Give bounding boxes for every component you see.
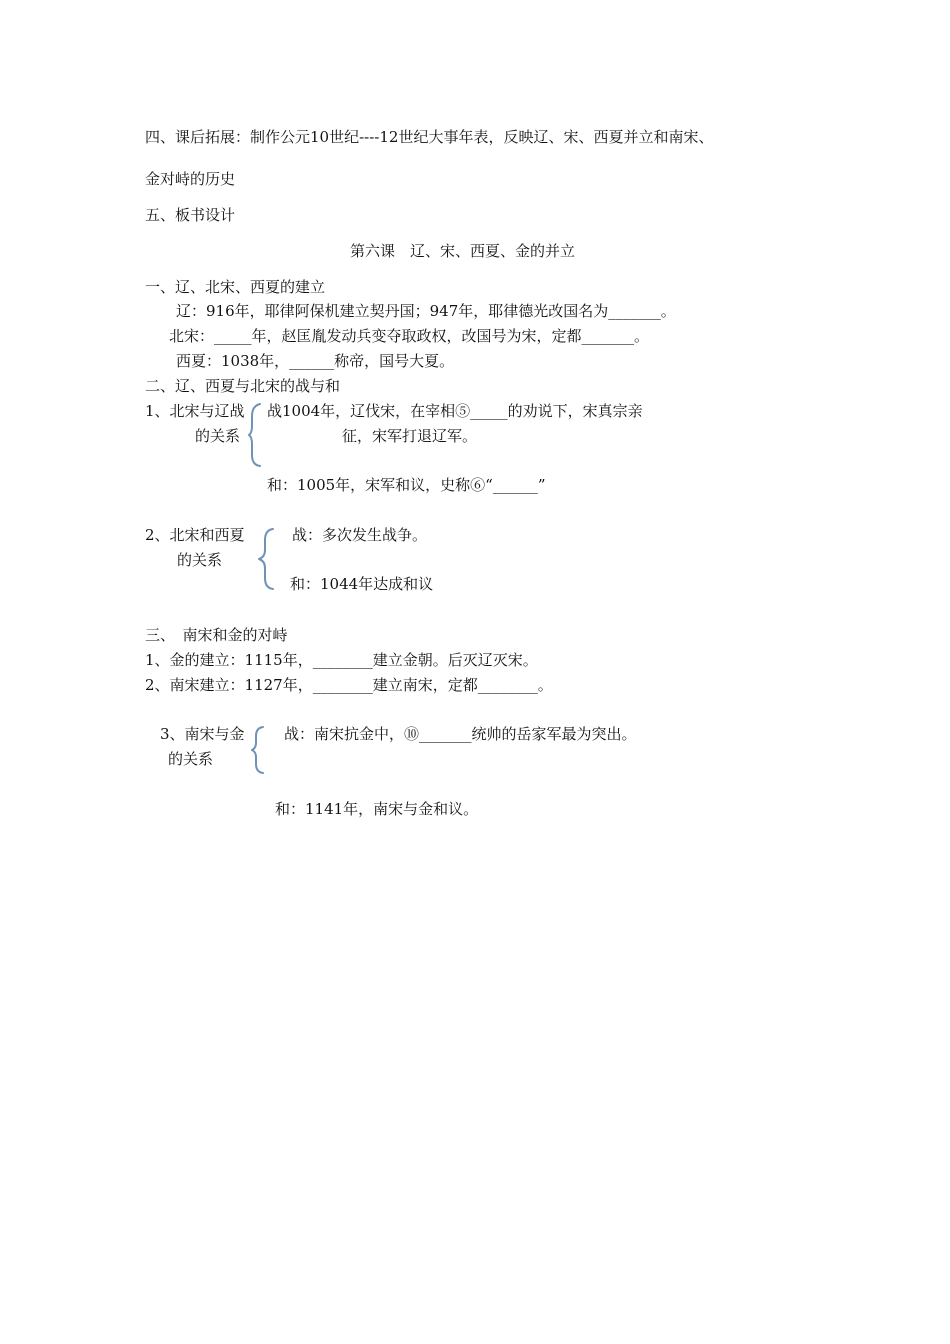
song-liao-war-line-1: 战1004年，辽伐宋，在宰相⑤_____的劝说下，宋真宗亲 [267, 402, 643, 420]
western-xia-founding-line: 西夏：1038年，______称帝，国号大夏。 [176, 352, 455, 370]
southern-song-jin-brace [250, 725, 266, 775]
song-xia-war-line: 战：多次发生战争。 [292, 526, 428, 544]
southern-song-jin-label-line-1: 3、南宋与金 [160, 725, 245, 743]
song-liao-peace-line: 和：1005年，宋军和议，史称⑥“______” [267, 476, 546, 494]
song-liao-label-line-1: 1、北宋与辽战 [145, 402, 245, 420]
section2-heading: 二、辽、西夏与北宋的战与和 [145, 377, 341, 395]
song-xia-label-line-1: 2、北宋和西夏 [145, 526, 245, 544]
jin-founding-line: 1、金的建立：1115年，________建立金朝。后灭辽灭宋。 [145, 651, 538, 669]
song-xia-brace [257, 527, 277, 591]
board-design-heading: 五、板书设计 [145, 206, 236, 224]
section1-heading: 一、辽、北宋、西夏的建立 [145, 278, 326, 296]
extension-line-2: 金对峙的历史 [145, 170, 236, 188]
southern-song-jin-war-line: 战：南宋抗金中，⑩_______统帅的岳家军最为突出。 [284, 725, 637, 743]
liao-founding-line: 辽：916年，耶律阿保机建立契丹国；947年，耶律德光改国名为_______。 [176, 302, 676, 320]
southern-song-jin-peace-line: 和：1141年，南宋与金和议。 [275, 800, 479, 818]
song-xia-peace-line: 和：1044年达成和议 [290, 575, 434, 593]
southern-song-founding-line: 2、南宋建立：1127年，________建立南宋，定都________。 [145, 676, 553, 694]
song-liao-brace [248, 402, 264, 468]
extension-line-1: 四、课后拓展：制作公元10世纪----12世纪大事年表，反映辽、宋、西夏并立和南宋、 [145, 128, 714, 146]
northern-song-founding-line: 北宋：_____年，赵匡胤发动兵变夺取政权，改国号为宋，定都_______。 [169, 327, 650, 345]
song-liao-war-line-2: 征，宋军打退辽军。 [342, 427, 478, 445]
section3-heading: 三、 南宋和金的对峙 [145, 626, 288, 644]
lesson-title: 第六课 辽、宋、西夏、金的并立 [350, 242, 576, 260]
song-xia-label-line-2: 的关系 [177, 551, 223, 569]
southern-song-jin-label-line-2: 的关系 [168, 750, 214, 768]
song-liao-label-line-2: 的关系 [195, 427, 241, 445]
